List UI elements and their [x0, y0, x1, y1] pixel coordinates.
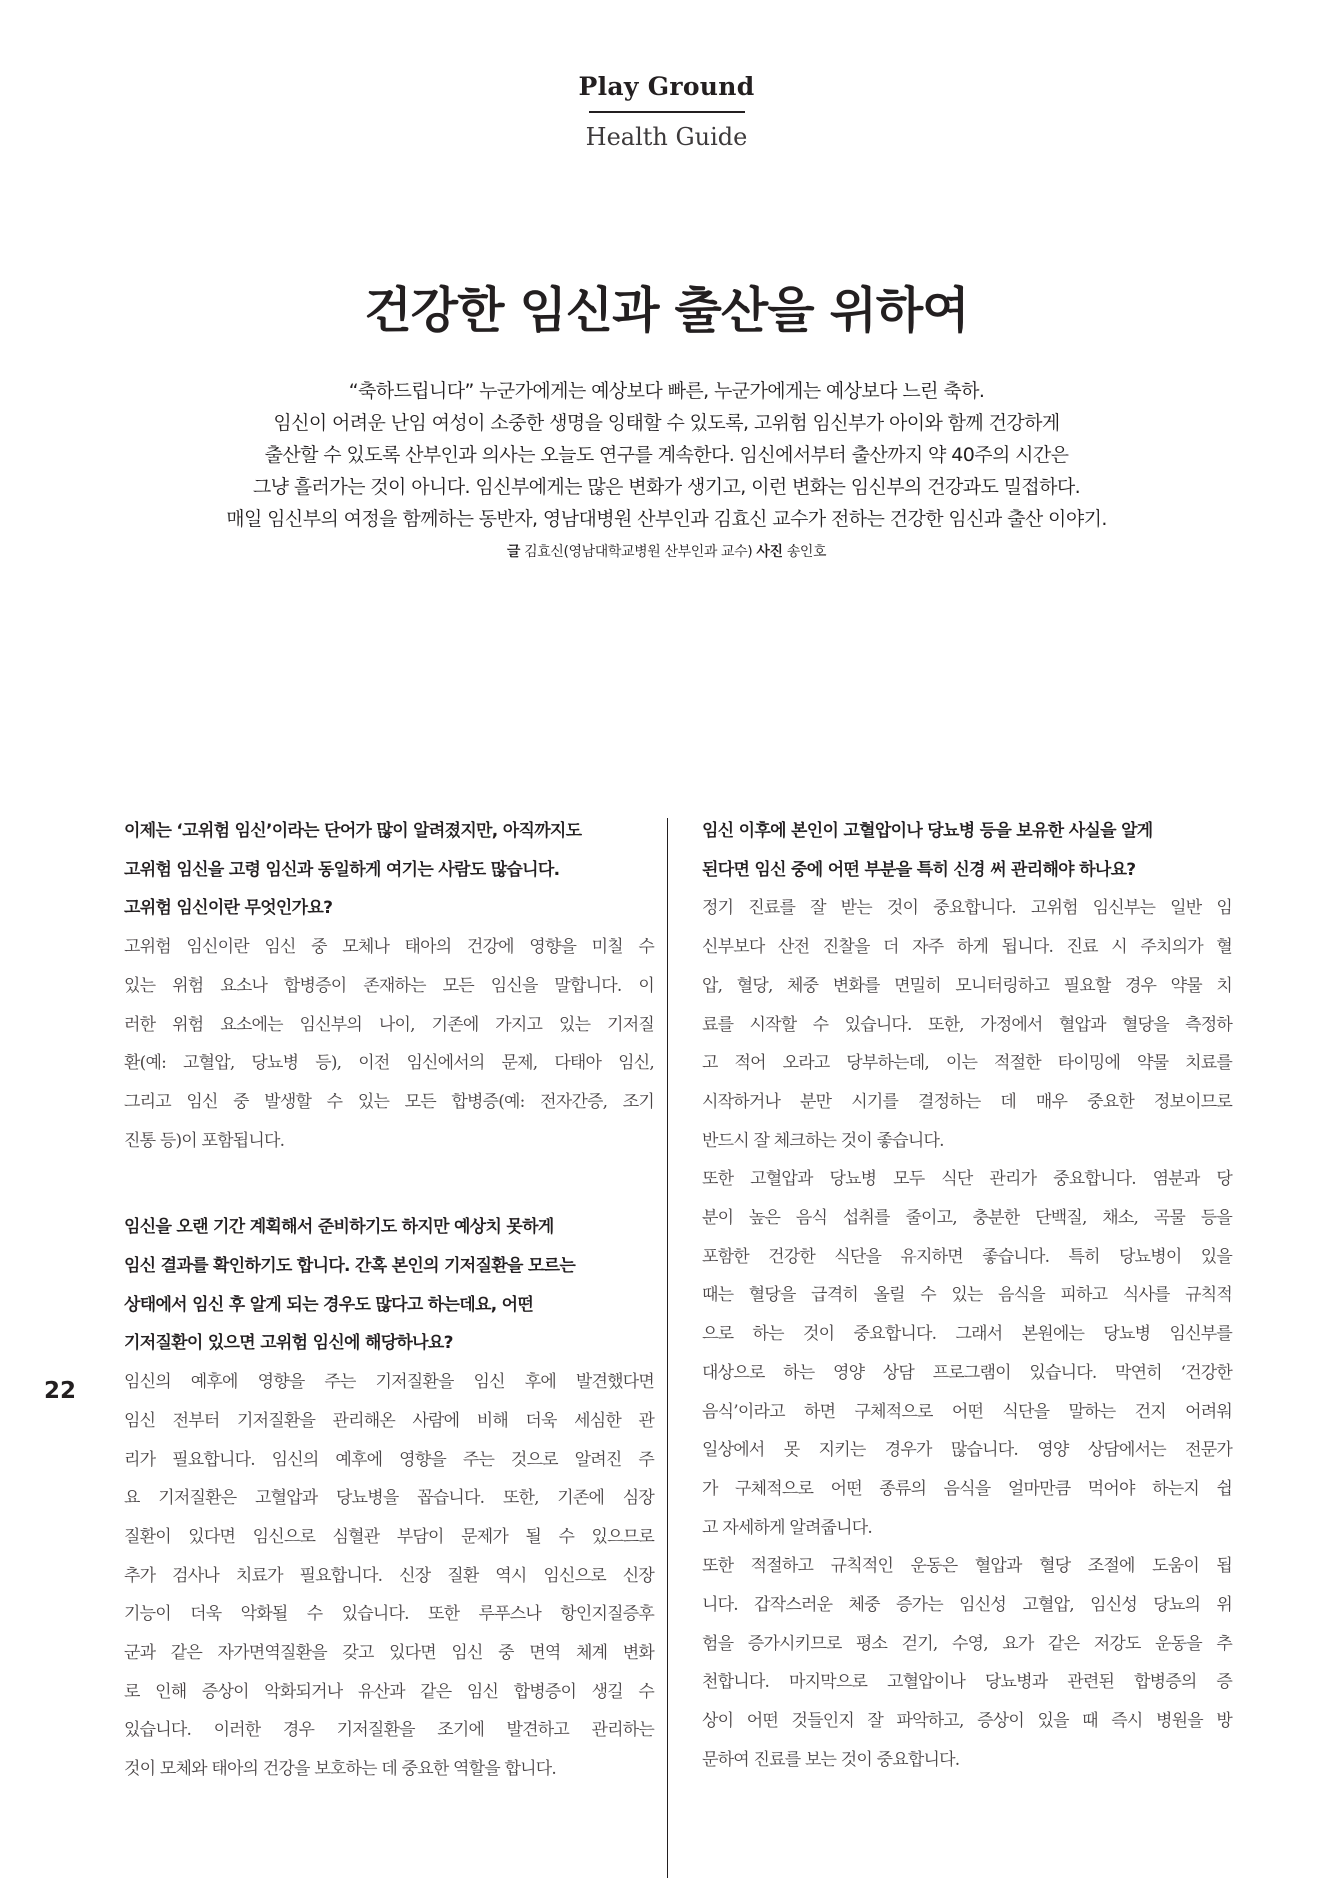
question-line: 된다면 임신 중에 어떤 부분을 특히 신경 써 관리해야 하나요? [702, 859, 1136, 880]
answer-line: 고 자세하게 알려줍니다. [702, 1517, 873, 1538]
section-subtitle: Health Guide [585, 123, 748, 151]
photo-label: 사진 [756, 544, 783, 560]
masthead [0, 72, 1333, 151]
question-line: 기저질환이 있으면 고위험 임신에 해당하나요? [124, 1333, 453, 1354]
answer-line: 기능이 더욱 악화될 수 있습니다. 또한 루푸스나 항인지질증후 [124, 1604, 654, 1625]
question-line: 임신을 오랜 기간 계획해서 준비하기도 하지만 예상치 못하게 [124, 1217, 554, 1238]
question-line: 고위험 임신이란 무엇인가요? [124, 898, 333, 919]
intro-line: “축하드립니다” 누군가에게는 예상보다 빠른, 누군가에게는 예상보다 느린 축하. [348, 380, 985, 402]
masthead-divider [589, 111, 745, 113]
answer-line: 그리고 임신 중 발생할 수 있는 모든 합병증(예: 전자간증, 조기 [124, 1091, 654, 1112]
answer-line: 군과 같은 자가면역질환을 갖고 있다면 임신 중 면역 체계 변화 [124, 1643, 654, 1664]
column-divider [667, 818, 668, 1878]
answer-line: 추가 검사나 치료가 필요합니다. 신장 질환 역시 임신으로 신장 [124, 1565, 654, 1586]
answer-line: 분이 높은 음식 섭취를 줄이고, 충분한 단백질, 채소, 곡물 등을 [702, 1208, 1232, 1229]
answer-line: 고 적어 오라고 당부하는데, 이는 적절한 타이밍에 약물 치료를 [702, 1053, 1232, 1074]
answer-4 [702, 1160, 1232, 1547]
answer-line: 험을 증가시키므로 평소 걷기, 수영, 요가 같은 저강도 운동을 추 [702, 1633, 1232, 1654]
question-1 [124, 812, 654, 928]
answer-line: 정기 진료를 잘 받는 것이 중요합니다. 고위험 임신부는 일반 임 [702, 898, 1232, 919]
question-line: 고위험 임신을 고령 임신과 동일하게 여기는 사람도 많습니다. [124, 859, 560, 880]
left-column [124, 812, 654, 1789]
answer-line: 환(예: 고혈압, 당뇨병 등), 이전 임신에서의 문제, 다태아 임신, [124, 1053, 654, 1074]
answer-line: 것이 모체와 태아의 건강을 보호하는 데 중요한 역할을 합니다. [124, 1759, 556, 1780]
question-line: 임신 결과를 확인하기도 합니다. 간혹 본인의 기저질환을 모르는 [124, 1256, 576, 1277]
question-3 [702, 812, 1232, 889]
intro-line: 매일 임신부의 여정을 함께하는 동반자, 영남대병원 산부인과 김효신 교수가 전하는 건강한 임신과 출산 이야기. [226, 508, 1107, 530]
answer-line: 러한 위험 요소에는 임신부의 나이, 기존에 가지고 있는 기저질 [124, 1014, 654, 1035]
answer-line: 또한 적절하고 규칙적인 운동은 혈압과 혈당 조절에 도움이 됩 [702, 1556, 1232, 1577]
intro-line: 출산할 수 있도록 산부인과 의사는 오늘도 연구를 계속한다. 임신에서부터 출산까지 약 40주의 시간은 [264, 444, 1069, 466]
answer-line: 대상으로 하는 영양 상담 프로그램이 있습니다. 막연히 ‘건강한 [702, 1362, 1232, 1383]
right-column [702, 812, 1232, 1780]
answer-line: 니다. 갑작스러운 체중 증가는 임신성 고혈압, 임신성 당뇨의 위 [702, 1595, 1232, 1616]
answer-line: 임신 전부터 기저질환을 관리해온 사람에 비해 더욱 세심한 관 [124, 1410, 654, 1431]
answer-line: 진통 등)이 포함됩니다. [124, 1130, 285, 1151]
answer-line: 있습니다. 이러한 경우 기저질환을 조기에 발견하고 관리하는 [124, 1720, 654, 1741]
answer-line: 임신의 예후에 영향을 주는 기저질환을 임신 후에 발견했다면 [124, 1372, 654, 1393]
photographer-name: 송인호 [786, 544, 827, 560]
writer-name: 김효신(영남대학교병원 산부인과 교수) [524, 544, 753, 560]
answer-line: 으로 하는 것이 중요합니다. 그래서 본원에는 당뇨병 임신부를 [702, 1324, 1232, 1345]
intro-line: 그냥 흘러가는 것이 아니다. 임신부에게는 많은 변화가 생기고, 이런 변화는 임신부의 건강과도 밀접하다. [252, 476, 1081, 498]
answer-line: 로 인해 증상이 악화되거나 유산과 같은 임신 합병증이 생길 수 [124, 1681, 654, 1702]
answer-line: 음식’이라고 하면 구체적으로 어떤 식단을 말하는 건지 어려워 [702, 1401, 1232, 1422]
answer-line: 신부보다 산전 진찰을 더 자주 하게 됩니다. 진료 시 주치의가 혈 [702, 937, 1232, 958]
intro-line: 임신이 어려운 난임 여성이 소중한 생명을 잉태할 수 있도록, 고위험 임신부가 아이와 함께 건강하게 [273, 412, 1060, 434]
answer-line: 요 기저질환은 고혈압과 당뇨병을 꼽습니다. 또한, 기존에 심장 [124, 1488, 654, 1509]
answer-line: 천합니다. 마지막으로 고혈압이나 당뇨병과 관련된 합병증의 증 [702, 1672, 1232, 1693]
answer-5 [702, 1547, 1232, 1779]
question-line: 이제는 ‘고위험 임신’이라는 단어가 많이 알려졌지만, 아직까지도 [124, 821, 582, 841]
answer-1 [124, 928, 654, 1160]
answer-line: 료를 시작할 수 있습니다. 또한, 가정에서 혈압과 혈당을 측정하 [702, 1014, 1232, 1035]
section-title: Play Ground [578, 72, 755, 101]
article-intro [0, 375, 1333, 561]
writer-label: 글 [506, 544, 521, 560]
page-number: 22 [44, 1378, 77, 1404]
answer-3 [702, 889, 1232, 1160]
answer-2 [124, 1363, 654, 1789]
answer-line: 있는 위험 요소나 합병증이 존재하는 모든 임신을 말합니다. 이 [124, 975, 654, 996]
answer-line: 때는 혈당을 급격히 올릴 수 있는 음식을 피하고 식사를 규칙적 [702, 1285, 1232, 1306]
answer-line: 또한 고혈압과 당뇨병 모두 식단 관리가 중요합니다. 염분과 당 [702, 1169, 1232, 1190]
answer-line: 포함한 건강한 식단을 유지하면 좋습니다. 특히 당뇨병이 있을 [702, 1246, 1232, 1267]
byline [0, 541, 1333, 561]
answer-line: 상이 어떤 것들인지 잘 파악하고, 증상이 있을 때 즉시 병원을 방 [702, 1711, 1232, 1732]
answer-line: 가 구체적으로 어떤 종류의 음식을 얼마만큼 먹어야 하는지 쉽 [702, 1478, 1232, 1499]
answer-line: 시작하거나 분만 시기를 결정하는 데 매우 중요한 정보이므로 [702, 1091, 1232, 1112]
answer-line: 문하여 진료를 보는 것이 중요합니다. [702, 1749, 960, 1770]
article-title: 건강한 임신과 출산을 위하여 [364, 282, 969, 339]
answer-line: 고위험 임신이란 임신 중 모체나 태아의 건강에 영향을 미칠 수 [124, 937, 654, 958]
answer-line: 질환이 있다면 임신으로 심혈관 부담이 문제가 될 수 있으므로 [124, 1526, 654, 1547]
answer-line: 리가 필요합니다. 임신의 예후에 영향을 주는 것으로 알려진 주 [124, 1449, 654, 1470]
question-2 [124, 1208, 654, 1363]
answer-line: 일상에서 못 지키는 경우가 많습니다. 영양 상담에서는 전문가 [702, 1440, 1232, 1461]
answer-line: 압, 혈당, 체중 변화를 면밀히 모니터링하고 필요할 경우 약물 치 [702, 975, 1232, 996]
answer-line: 반드시 잘 체크하는 것이 좋습니다. [702, 1130, 944, 1151]
question-line: 임신 이후에 본인이 고혈압이나 당뇨병 등을 보유한 사실을 알게 [702, 821, 1153, 841]
question-line: 상태에서 임신 후 알게 되는 경우도 많다고 하는데요, 어떤 [124, 1294, 534, 1315]
